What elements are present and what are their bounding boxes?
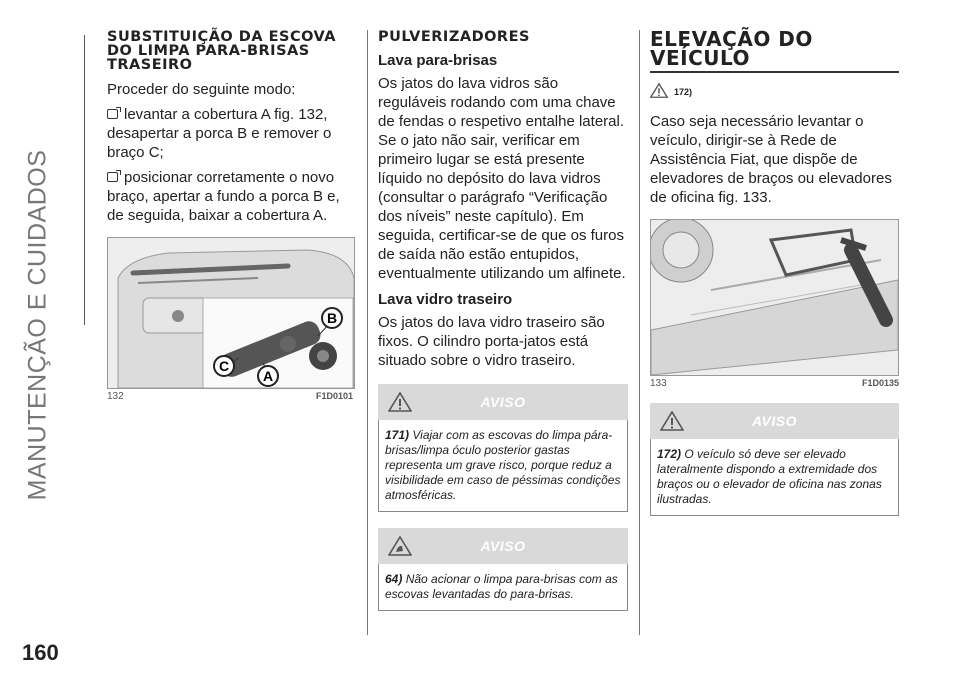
paragraph: Caso seja necessário levantar o veículo, dirigir-se à Rede de Assistência Fiat, que dispõe de elevadores de braços ou elevadores de oficina fig. 133. [650, 113, 892, 206]
step-item: posicionar corretamente o novo braço, apertar a fundo a porca B e, de seguida, baixar a cobertura A. [107, 169, 340, 224]
section-heading: SUBSTITUIÇÃO DA ESCOVA DO LIMPA PARA-BRISAS TRASEIRO [107, 29, 336, 73]
paragraph: Os jatos do lava vidro traseiro são fixos. O cilindro porta-jatos está situado sobre o vidro traseiro. [378, 314, 605, 369]
warning-header [650, 403, 899, 439]
warning-title: AVISO [751, 413, 798, 429]
hand-warning-icon [388, 536, 412, 561]
warning-reference: 172) [650, 83, 899, 100]
section-heading: PULVERIZADORES [378, 29, 530, 45]
warning-ref: 171) [385, 428, 410, 442]
warning-text: Viajar com as escovas do limpa pára-brisas/limpa óculo posterior gastas representa um grave risco, porque reduz a visibilidade em caso de péssimas condições atmosféricas. [385, 428, 621, 502]
column-divider [639, 30, 640, 635]
checkbox-bullet-icon [107, 172, 118, 182]
warning-header [378, 528, 628, 564]
checkbox-bullet-icon [107, 109, 118, 119]
figure-code: F1D0135 [861, 378, 899, 388]
label-a: A [262, 368, 274, 384]
warning-title: AVISO [480, 538, 526, 554]
section-heading: ELEVAÇÃO DO VEÍCULO [650, 30, 899, 73]
warning-text: O veículo só deve ser elevado lateralmente dispondo a extremidade dos braços ou o elevador de oficina nas zonas ilustradas. [657, 447, 882, 506]
warning-header [378, 384, 628, 420]
vehicle-lift-illustration [651, 220, 898, 375]
rear-wiper-illustration [108, 238, 354, 388]
figure-133 [650, 219, 899, 376]
page-number: 160 [22, 640, 59, 665]
warning-triangle-icon [660, 411, 684, 436]
figure-code: F1D0101 [315, 391, 353, 401]
warning-triangle-icon [388, 392, 412, 417]
sidebar [0, 0, 85, 678]
warning-box [650, 403, 899, 516]
intro-text: Proceder do seguinte modo: [107, 81, 296, 98]
paragraph: Os jatos do lava vidros são reguláveis rodando com uma chave de fendas o respetivo entalhe lateral. Se o jato não sair, verificar em primeiro lugar se está presente líquido no depósito do lava vidros (consultar o parágrafo “Verificação dos níveis” neste capítulo). Em seguida, certificar-se de que os furos de saída não estão entupidos, eventualmente utilizando um alfinete. [378, 75, 626, 282]
figure-number: 132 [107, 391, 124, 402]
column-sprayers [378, 30, 628, 611]
warning-ref: 172) [657, 447, 682, 461]
warning-ref: 64) [385, 572, 403, 586]
step-item: levantar a cobertura A fig. 132, desapertar a porca B e remover o braço C; [107, 106, 332, 161]
figure-number: 133 [650, 378, 667, 389]
column-wiper-replacement [107, 30, 353, 402]
sidebar-divider [84, 35, 85, 325]
column-divider [367, 30, 368, 635]
figure-132 [107, 237, 355, 389]
warning-title: AVISO [480, 394, 526, 410]
warning-body [378, 420, 628, 512]
label-b: B [326, 310, 338, 326]
figure-caption [107, 391, 353, 402]
section-title: MANUTENÇÃO E CUIDADOS [23, 149, 52, 501]
warning-body [650, 439, 899, 516]
warning-text: Não acionar o limpa para-brisas com as escovas levantadas do para-brisas. [385, 572, 618, 601]
warning-body [378, 564, 628, 611]
figure-caption [650, 378, 899, 389]
label-c: C [218, 358, 230, 374]
sub-heading: Lava para-brisas [378, 52, 498, 69]
column-lifting [650, 27, 899, 516]
warning-box [378, 384, 628, 512]
sub-heading: Lava vidro traseiro [378, 291, 513, 308]
warning-box [378, 528, 628, 611]
warning-triangle-icon [650, 83, 668, 100]
